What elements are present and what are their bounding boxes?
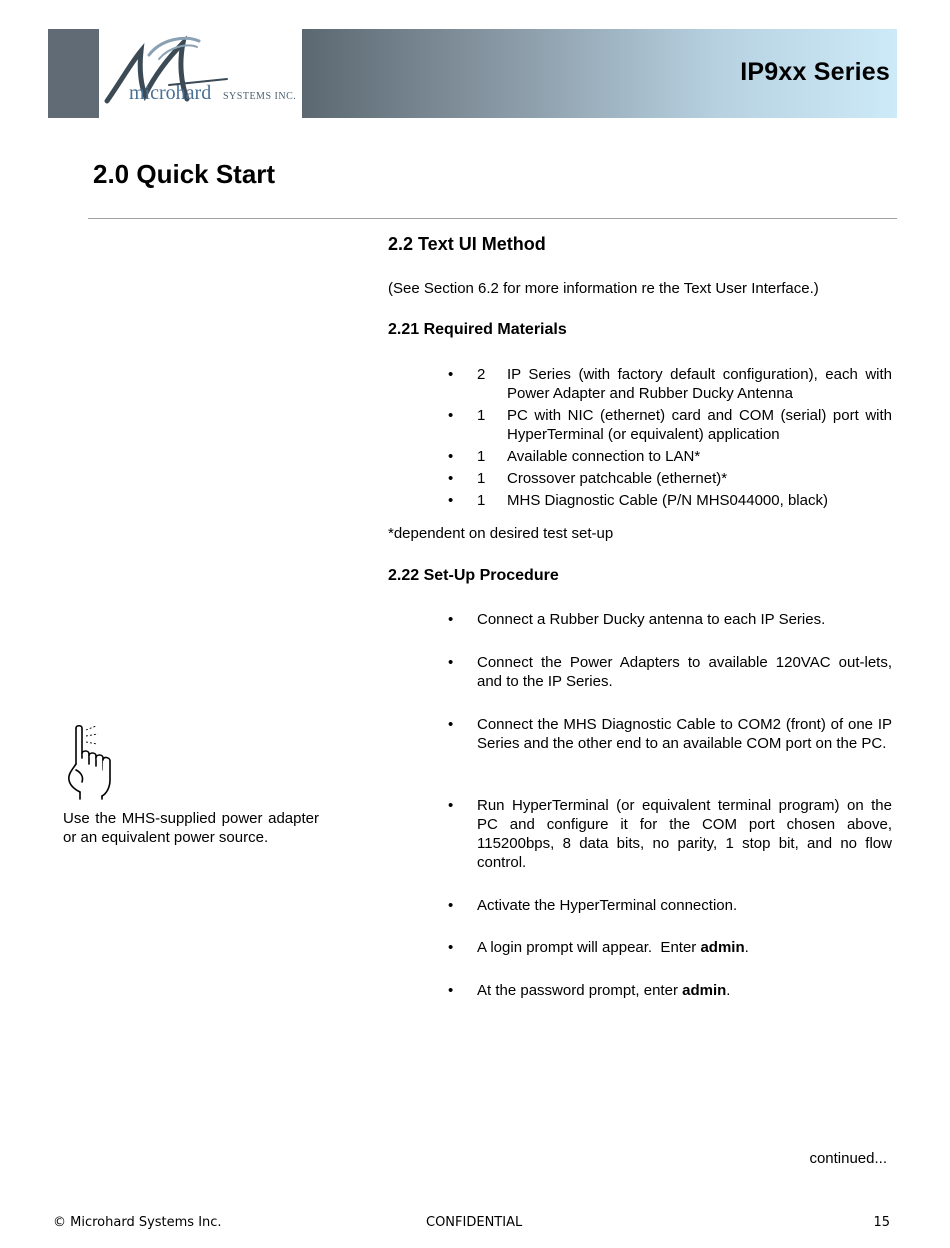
section-reference-note: (See Section 6.2 for more information re the Text User Interface.) [388, 280, 819, 297]
item-text: MHS Diagnostic Cable (P/N MHS044000, black) [507, 492, 828, 509]
step-text [477, 938, 892, 957]
logo-suffix-text: SYSTEMS INC. [223, 91, 297, 102]
bullet-icon: • [448, 982, 454, 999]
item-quantity: 1 [477, 448, 486, 465]
item-text: IP Series (with factory default configuration), each with Power Adapter and Rubber Ducky Antenna [507, 366, 892, 402]
item-quantity: 1 [477, 470, 486, 487]
setup-heading: 2.22 Set-Up Procedure [388, 567, 559, 584]
step-text-end: . [744, 939, 749, 956]
materials-footnote: *dependent on desired test set-up [388, 525, 614, 542]
step-text: Run HyperTerminal (or equivalent terminal program) on the PC and configure it for the COM port chosen above, 115200bps, 8 data bits, no parity, 1 stop bit, and no flow control. [477, 797, 892, 871]
step-text: Activate the HyperTerminal connection. [477, 897, 738, 914]
item-text: Available connection to LAN* [507, 448, 701, 465]
bullet-icon: • [448, 939, 454, 956]
step-text: Connect a Rubber Ducky antenna to each IP Series. [477, 611, 826, 628]
step-text-lead: At the password prompt, enter [477, 982, 683, 999]
login-password: admin [682, 982, 727, 999]
logo-brand-text: microhard [129, 82, 212, 104]
footer-copyright: © Microhard Systems Inc. [53, 1215, 222, 1230]
item-text: Crossover patchcable (ethernet)* [507, 470, 728, 487]
item-quantity: 1 [477, 407, 486, 424]
bullet-icon: • [448, 797, 454, 814]
footer-classification: CONFIDENTIAL [426, 1215, 523, 1230]
page-number: 15 [873, 1215, 890, 1230]
materials-heading: 2.21 Required Materials [388, 321, 567, 338]
continued-label: continued... [809, 1150, 887, 1167]
title-divider [88, 218, 897, 219]
series-title: IP9xx Series [740, 58, 890, 86]
bullet-icon: • [448, 897, 454, 914]
pointing-hand-icon [64, 724, 124, 800]
step-text: Connect the Power Adapters to available 120VAC out-lets, and to the IP Series. [477, 654, 892, 690]
header-left-block [48, 29, 99, 118]
bullet-icon: • [448, 716, 454, 733]
bullet-icon: • [448, 470, 454, 487]
margin-note-text: Use the MHS-supplied power adapter or an equivalent power source. [63, 810, 319, 846]
bullet-icon: • [448, 611, 454, 628]
bullet-icon: • [448, 654, 454, 671]
step-text [477, 981, 892, 1000]
step-text: Connect the MHS Diagnostic Cable to COM2 (front) of one IP Series and the other end to an available COM port on the PC. [477, 716, 892, 752]
bullet-icon: • [448, 448, 454, 465]
step-text-lead: A login prompt will appear. Enter [477, 939, 701, 956]
item-text: PC with NIC (ethernet) card and COM (serial) port with HyperTerminal (or equivalent) application [507, 407, 892, 443]
login-username: admin [700, 939, 745, 956]
bullet-icon: • [448, 366, 454, 383]
chapter-title: 2.0 Quick Start [93, 159, 276, 189]
company-logo [99, 29, 302, 118]
item-quantity: 1 [477, 492, 486, 509]
item-quantity: 2 [477, 366, 486, 383]
bullet-icon: • [448, 492, 454, 509]
section-title: 2.2 Text UI Method [388, 234, 546, 254]
microhard-logo-graphic [99, 29, 302, 118]
bullet-icon: • [448, 407, 454, 424]
step-text-end: . [726, 982, 731, 999]
